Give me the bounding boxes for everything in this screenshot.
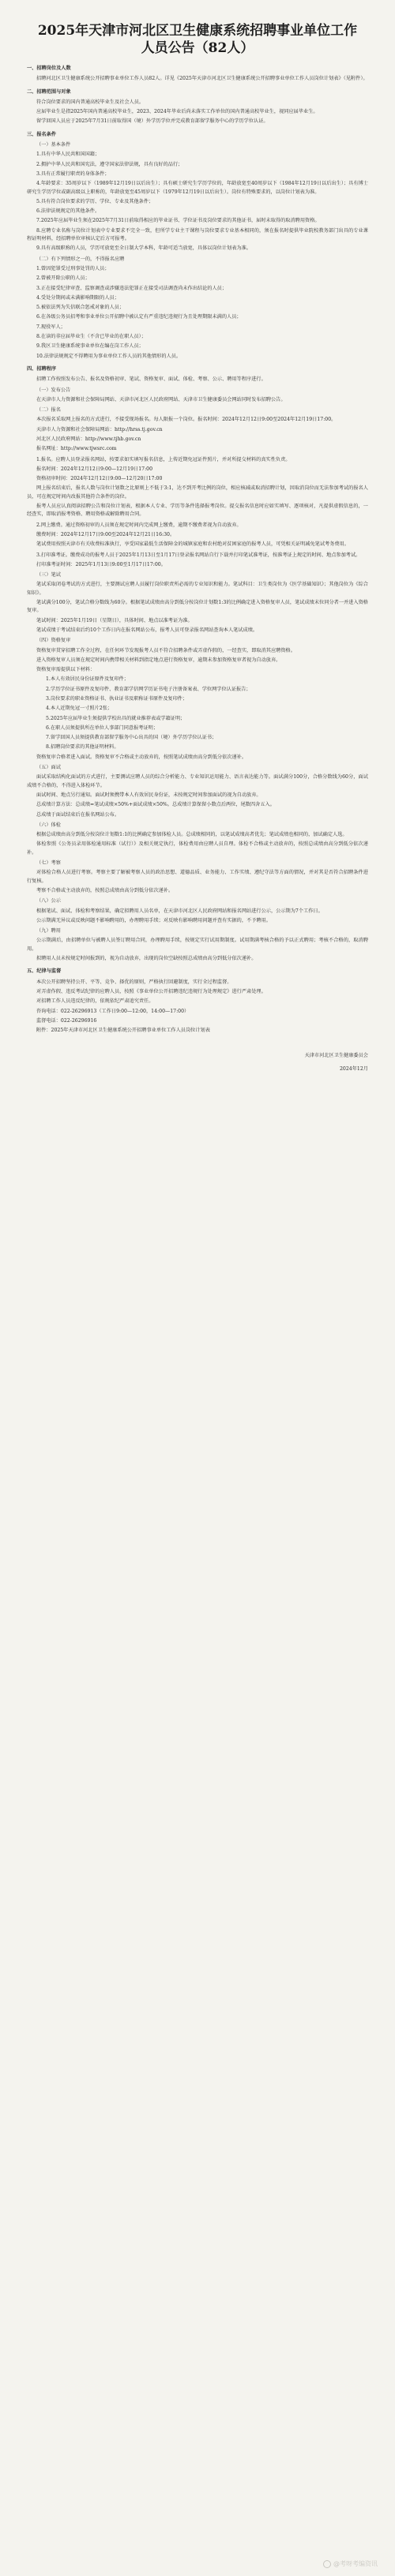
paragraph: 留学回国人员应于2025年7月31日前取得国（境）外学历学位并完成教育部留学服务中心的学历学位认证。 — [36, 118, 269, 125]
paragraph: 监督电话：022-26296916 — [36, 1017, 97, 1024]
paragraph: 考察不合格或主动放弃的，按照总成绩由高分到低分依次递补。 — [36, 887, 174, 893]
paragraph: 在天津市人力资源和社会保障局网站、天津市河北区人民政府网站、天津市卫生健康委员会网站同时发布招聘公告。 — [36, 396, 286, 402]
clause-heading: 3.打印准考证。缴费成功的报考人员于2025年1月13日至1月17日登录报名网站自行下载并打印笔试准考证，按准考证上规定的时间、地点参加考试。 — [36, 552, 361, 558]
sub-list-item: 1.本人有效居民身份证原件及复印件； — [46, 676, 129, 683]
subsection-heading: （一）发布公告 — [36, 387, 71, 393]
paragraph: 9.具有高级职称的人员，学历可放宽至全日制大学本科，年龄可适当放宽，具体以岗位计划表为准。 — [36, 245, 251, 252]
list-item: 8.在读的非应届毕业生（不含已毕业的在职人员）； — [36, 334, 146, 340]
paragraph: 8.应聘专业名称与岗位计划表中专业要求不完全一致，但所学专业主干课程与岗位要求专业基本相同的，须在报名时提供毕业院校教务部门出具的专业课程证明材料，经招聘单位审核认定后方可报考。 — [27, 227, 368, 242]
subsection-heading: （三）笔试 — [36, 572, 61, 578]
clause-heading: 1.报名。应聘人员登录报名网站，按要求如实填写报名信息，上传近期免冠证件照片，并对所提交材料的真实性负责。 — [36, 456, 291, 462]
paragraph: 总成绩计算方法：总成绩=笔试成绩×50%+面试成绩×50%。总成绩计算保留小数点后两位，尾数四舍五入。 — [36, 802, 275, 808]
document-title: 2025年天津市河北区卫生健康系统招聘事业单位工作人员公告（82人） — [37, 23, 358, 56]
section-heading: 二、招聘范围与对象 — [27, 88, 71, 95]
subsection-heading: （四）资格复审 — [36, 638, 71, 644]
paragraph: 资格初审时间：2024年12月12日9:00—12月20日17:00 — [36, 476, 163, 482]
paragraph: 咨询电话：022-26296913（工作日9:00—12:00，14:00—17:00） — [36, 1008, 190, 1014]
sub-list-item: 5.2025年应届毕业生须提供学校出具的就业推荐表或学籍证明； — [46, 715, 186, 721]
paragraph: 总成绩于面试结束后在报名网站公布。 — [36, 811, 120, 818]
document-body — [27, 65, 368, 1073]
section-heading: 一、招聘岗位及人数 — [27, 66, 71, 71]
watermark — [323, 2559, 378, 2568]
list-item: 7.现役军人； — [36, 324, 66, 330]
paragraph: 报考人员应认真阅读招聘公告和岗位计划表，根据本人专业、学历等条件选择报考岗位。提交报名信息时应如实填写、逐项核对，凡提供虚假信息的，一经查实，即取消报考资格、聘用资格或解除聘用合同。 — [27, 504, 368, 518]
sub-list-item: 4.本人近期免冠一寸照片2张； — [46, 706, 113, 712]
paragraph: 符合岗位要求的国内普通高校毕业生及社会人员。 — [36, 99, 145, 105]
signature-line: 2024年12月 — [340, 1065, 368, 1072]
paragraph: 网上报名结束后，报名人数与岗位计划数之比原则上不低于3:1，达不到开考比例的岗位，相应核减或取消招聘计划，因取消岗位而无法参加考试的报名人员，可在规定时间内改报其他符合条件的岗位。 — [27, 485, 368, 500]
list-item: 3.具有正常履行职责的身体条件； — [36, 170, 110, 177]
paragraph: 打印准考证时间：2025年1月13日9:00至1月17日17:00。 — [36, 561, 166, 567]
list-item: 6.在各级公务员招考和事业单位公开招聘中被认定有严重违纪违规行为且处理期限未满的人员； — [36, 314, 242, 320]
list-item: 9.我区卫生健康系统事业单位在编在岗工作人员； — [36, 343, 144, 350]
sub-list-item: 2.学历学位证书原件及复印件、教育部学信网学历证书电子注册备案表、学位网学位认证报告； — [46, 686, 251, 692]
subsection-heading: （五）面试 — [36, 765, 61, 771]
paragraph: 笔试时间：2025年1月19日（星期日），具体时间、地点以准考证为准。 — [36, 617, 193, 623]
list-item: 3.正在接受纪律审查、监察调查或涉嫌违法犯罪正在接受司法调查尚未作出结论的人员； — [36, 285, 228, 291]
watermark-text: @考呀考编资讯 — [333, 2560, 378, 2567]
spacer — [27, 1036, 368, 1047]
subsection-heading: （九）聘用 — [36, 928, 61, 934]
paragraph: 应届毕业生是指2025年国内普通高校毕业生，2023、2024年毕业后尚未落实工作单位的国内普通高校毕业生，视同应届毕业生。 — [36, 109, 318, 115]
paragraph: 公示期满后，由招聘单位与被聘人员签订聘用合同，办理聘用手续，按规定实行试用期制度。试用期满考核合格的予以正式聘用；考核不合格的，取消聘用。 — [27, 938, 368, 952]
paragraph: 笔试满分100分，笔试合格分数线为60分。根据笔试成绩由高分到低分按岗位计划数1:3的比例确定进入资格复审人员，笔试成绩末位同分者一并进入资格复审。 — [27, 600, 368, 614]
paragraph: 拟聘用人员未按规定时间报到的，视为自动放弃，出现的岗位空缺按照总成绩由高分到低分依次递补。 — [36, 956, 257, 962]
paragraph: 报名时间：2024年12月12日9:00—12月19日17:00 — [36, 466, 153, 472]
sub-list-item: 3.岗位要求的职业资格证书、执业证书及职称证书原件及复印件； — [46, 696, 188, 702]
paragraph: 对体检合格人员进行考察。考察主要了解被考察人员的政治思想、道德品质、业务能力、工作实绩、遵纪守法等方面的情况，并对其是否符合招聘条件进行复核。 — [27, 870, 368, 884]
paragraph: 笔试采取闭卷考试的方式进行，主要测试应聘人员履行岗位职责所必需的专业知识和能力。笔试科目：卫生类岗位为《医学基础知识》；其他岗位为《综合知识》。 — [27, 582, 368, 596]
weibo-icon — [323, 2560, 331, 2568]
sub-list-item: 6.在职人员须提供所在单位人事部门同意报考证明； — [46, 724, 159, 731]
list-item: 河北区人民政府网站：http://www.tjhb.gov.cn — [36, 436, 141, 442]
paragraph: 面试采取结构化面试的方式进行，主要测试应聘人员的综合分析能力、专业知识运用能力、语言表达能力等。面试满分100分，合格分数线为60分，面试成绩不合格的，不得进入体检环节。 — [27, 774, 368, 788]
list-item: 资格复审需提供以下材料： — [36, 667, 96, 673]
paragraph: 本次公开招聘坚持公开、平等、竞争、择优的原则，严格执行回避制度，实行全过程监督。 — [36, 979, 232, 985]
subsection-heading: （七）考察 — [36, 860, 61, 867]
paragraph: 招聘工作按照发布公告、报名及资格初审、笔试、资格复审、面试、体检、考察、公示、聘用等程序进行。 — [36, 376, 266, 383]
list-item: 6.法律法规规定的其他条件。 — [36, 208, 100, 215]
subsection-heading: （八）公示 — [36, 898, 61, 904]
paragraph: 笔试成绩于考试结束后约10个工作日内在报名网站公布，报考人员可登录报名网站查询本人笔试成绩。 — [36, 627, 258, 633]
section-heading: 三、报名条件 — [27, 131, 57, 137]
list-item: 4.受处分期间或未满影响期限的人员； — [36, 294, 119, 301]
section-heading: 四、招聘程序 — [27, 365, 57, 372]
section-heading: 五、纪律与监督 — [27, 968, 62, 975]
sub-list-item: 8.招聘岗位要求的其他证明材料。 — [46, 744, 119, 751]
paragraph: 体检参照《公务员录用体检通用标准（试行）》及相关规定执行，体检费用由应聘人员自理。体检不合格或主动放弃的，按照总成绩由高分到低分依次递补。 — [27, 841, 368, 856]
list-item: 报名网址：http://www.tjwsrc.com — [36, 446, 117, 452]
paragraph: 笔试费用按照天津市有关收费标准执行，享受国家最低生活保障金的城镇家庭和农村绝对贫困家庭的报考人员，可凭相关证明减免笔试考务费用。 — [36, 541, 349, 548]
paragraph: 根据笔试、面试、体检和考察结果，确定拟聘用人员名单，在天津市河北区人民政府网站和报名网站进行公示，公示期为7个工作日。 — [36, 908, 323, 914]
subsection-heading: （六）体检 — [36, 822, 61, 828]
list-item: 5.被依法列为失信联合惩戒对象的人员； — [36, 305, 125, 311]
paragraph: 公示期满无异议或反映问题不影响聘用的，办理聘用手续；对反映有影响聘用问题并查有实据的，不予聘用。 — [36, 917, 271, 923]
paragraph: 招聘河北区卫生健康系统公开招聘事业单位工作人员82人。详见《2025年天津市河北区卫生健康系统公开招聘事业单位工作人员岗位计划表》（见附件）。 — [36, 76, 368, 82]
paragraph: 资格复审合格者进入面试。资格复审不合格或主动放弃的，按照笔试成绩由高分到低分依次递补。 — [36, 754, 247, 760]
clause-heading: 2.网上缴费。通过资格初审的人员须在规定时间内完成网上缴费，逾期不缴费者视为自动放弃。 — [36, 522, 242, 528]
paragraph: 本次报名采取网上报名的方式进行，不接受现场报名。每人限报一个岗位。报名时间：2024年12月12日9:00至2024年12月19日17:00。 — [36, 417, 337, 423]
list-item: 1.曾因犯罪受过刑事处罚的人员； — [36, 265, 110, 271]
paragraph: 4.年龄要求：35周岁以下（1989年12月19日以后出生）；具有硕士研究生学历学位的，年龄放宽至40周岁以下（1984年12月19日以后出生）；具有博士研究生学历学位或副高级以上职称的，年龄放宽至45周岁以下（1979年12月19日以后出生）。岗位有特殊要求的，以岗位计划表为准。 — [27, 181, 368, 195]
paragraph: 7.2025年应届毕业生须在2025年7月31日前取得相应的毕业证书、学位证书及岗位要求的其他证书，届时未取得的取消聘用资格。 — [36, 218, 320, 224]
subsection-heading: （一）基本条件 — [36, 142, 71, 148]
sub-list-item: 7.留学回国人员须提供教育部留学服务中心出具的国（境）外学历学位认证书； — [46, 735, 217, 741]
paragraph: 缴费时间：2024年12月17日9:00至2024年12月21日16:30。 — [36, 531, 175, 537]
list-item: 天津市人力资源和社会保障局网站：http://hrss.tj.gov.cn — [36, 426, 163, 432]
paragraph: 根据总成绩由高分到低分按岗位计划数1:1的比例确定参加体检人员。总成绩相同的，以笔试成绩高者优先；笔试成绩也相同的，加试确定人选。 — [36, 832, 348, 838]
signature-line: 天津市河北区卫生健康委员会 — [304, 1053, 368, 1059]
paragraph: 资格复审贯穿招聘工作全过程，在任何环节发现报考人员不符合招聘条件或弄虚作假的，一经查实，即取消其应聘资格。 — [36, 647, 295, 653]
paragraph: 附件：2025年天津市河北区卫生健康系统公开招聘事业单位工作人员岗位计划表 — [36, 1028, 210, 1034]
subsection-heading: （二）报名 — [36, 407, 61, 414]
paragraph: 进入资格复审人员须在规定时间内携带相关材料到指定地点进行资格复审，逾期未参加资格复审者视为自动放弃。 — [36, 657, 281, 663]
list-item: 1.具有中华人民共和国国籍； — [36, 152, 100, 158]
list-item: 10.法律法规规定不得聘用为事业单位工作人员的其他情形的人员。 — [36, 353, 182, 359]
list-item: 2.曾被开除公职的人员； — [36, 275, 90, 282]
paragraph: 对招聘工作人员违反纪律的，依规依纪严肃追究责任。 — [36, 998, 154, 1005]
subsection-heading: （二）有下列情形之一的，不得报名应聘 — [36, 256, 125, 262]
list-item: 5.具有符合岗位要求的学历、学位、专业及其他条件； — [36, 198, 154, 204]
paragraph: 对弄虚作假、违反考试纪律的应聘人员，按照《事业单位公开招聘违纪违规行为处理规定》进行严肃处理。 — [36, 988, 266, 994]
paragraph: 面试时间、地点另行通知。面试时须携带本人有效居民身份证，未按规定时间参加面试的视为自动放弃。 — [36, 792, 261, 798]
list-item: 2.拥护中华人民共和国宪法，遵守国家法律法规，具有良好的品行； — [36, 161, 183, 167]
